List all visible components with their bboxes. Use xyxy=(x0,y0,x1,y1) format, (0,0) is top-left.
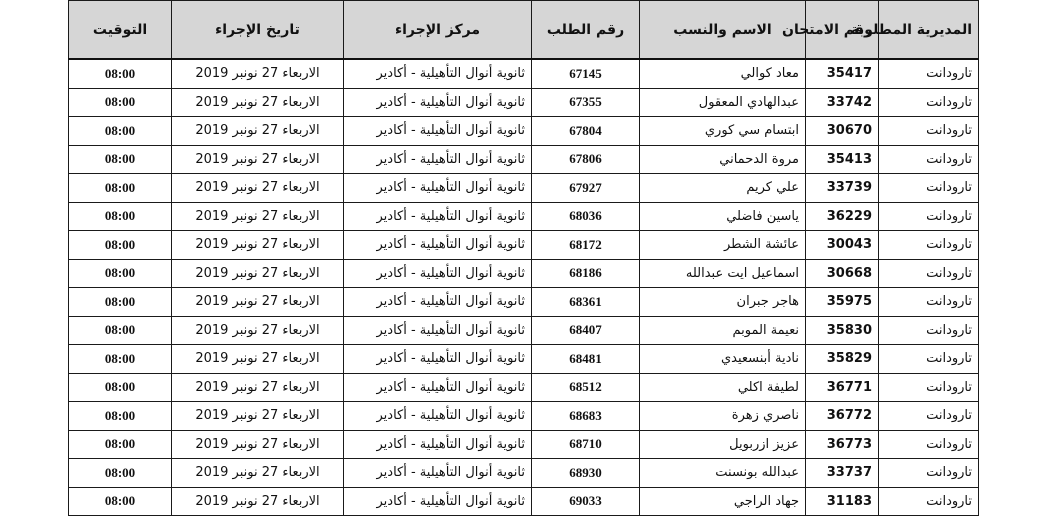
directorate-cell: تارودانت xyxy=(879,402,979,431)
name-cell: جهاد الراجي xyxy=(640,487,806,516)
center-cell: ثانوية أنوال التأهيلية - أكادير xyxy=(344,373,532,402)
date-cell: الاربعاء 27 نونبر 2019 xyxy=(172,373,344,402)
table-row xyxy=(69,459,979,488)
directorate-cell: تارودانت xyxy=(879,259,979,288)
table-row xyxy=(69,59,979,88)
header-name: الاسم والنسب xyxy=(640,1,806,60)
header-exam-number: رقم الامتحان xyxy=(806,1,879,60)
date-cell: الاربعاء 27 نونبر 2019 xyxy=(172,202,344,231)
candidates-table xyxy=(68,0,979,516)
directorate-cell: تارودانت xyxy=(879,202,979,231)
center-cell: ثانوية أنوال التأهيلية - أكادير xyxy=(344,487,532,516)
table-row xyxy=(69,88,979,117)
name-cell: عبدالله بونسنت xyxy=(640,459,806,488)
center-cell: ثانوية أنوال التأهيلية - أكادير xyxy=(344,259,532,288)
header-date: تاريخ الإجراء xyxy=(172,1,344,60)
exam-number-cell: 36773 xyxy=(806,430,879,459)
center-cell: ثانوية أنوال التأهيلية - أكادير xyxy=(344,174,532,203)
directorate-cell: تارودانت xyxy=(879,117,979,146)
date-cell: الاربعاء 27 نونبر 2019 xyxy=(172,430,344,459)
request-number-cell: 68683 xyxy=(532,402,640,431)
exam-number-cell: 36772 xyxy=(806,402,879,431)
time-cell: 08:00 xyxy=(69,402,172,431)
center-cell: ثانوية أنوال التأهيلية - أكادير xyxy=(344,316,532,345)
request-number-cell: 67806 xyxy=(532,145,640,174)
date-cell: الاربعاء 27 نونبر 2019 xyxy=(172,145,344,174)
date-cell: الاربعاء 27 نونبر 2019 xyxy=(172,88,344,117)
date-cell: الاربعاء 27 نونبر 2019 xyxy=(172,345,344,374)
time-cell: 08:00 xyxy=(69,202,172,231)
exam-number-cell: 35417 xyxy=(806,59,879,88)
request-number-cell: 68930 xyxy=(532,459,640,488)
table-row xyxy=(69,259,979,288)
date-cell: الاربعاء 27 نونبر 2019 xyxy=(172,288,344,317)
directorate-cell: تارودانت xyxy=(879,288,979,317)
directorate-cell: تارودانت xyxy=(879,59,979,88)
center-cell: ثانوية أنوال التأهيلية - أكادير xyxy=(344,402,532,431)
header-row xyxy=(69,1,979,60)
request-number-cell: 68481 xyxy=(532,345,640,374)
directorate-cell: تارودانت xyxy=(879,174,979,203)
table-header xyxy=(69,1,979,60)
center-cell: ثانوية أنوال التأهيلية - أكادير xyxy=(344,202,532,231)
center-cell: ثانوية أنوال التأهيلية - أكادير xyxy=(344,430,532,459)
time-cell: 08:00 xyxy=(69,117,172,146)
header-directorate: المديرية المطلوبة xyxy=(879,1,979,60)
time-cell: 08:00 xyxy=(69,316,172,345)
table-row xyxy=(69,402,979,431)
table-row xyxy=(69,316,979,345)
time-cell: 08:00 xyxy=(69,487,172,516)
name-cell: ياسين فاضلي xyxy=(640,202,806,231)
name-cell: عبدالهادي المعقول xyxy=(640,88,806,117)
name-cell: اسماعيل ايت عبدالله xyxy=(640,259,806,288)
request-number-cell: 67927 xyxy=(532,174,640,203)
directorate-cell: تارودانت xyxy=(879,231,979,260)
table-row xyxy=(69,145,979,174)
time-cell: 08:00 xyxy=(69,430,172,459)
directorate-cell: تارودانت xyxy=(879,88,979,117)
table-row xyxy=(69,430,979,459)
center-cell: ثانوية أنوال التأهيلية - أكادير xyxy=(344,345,532,374)
header-time: التوقيت xyxy=(69,1,172,60)
center-cell: ثانوية أنوال التأهيلية - أكادير xyxy=(344,231,532,260)
request-number-cell: 67355 xyxy=(532,88,640,117)
table-row xyxy=(69,288,979,317)
request-number-cell: 68512 xyxy=(532,373,640,402)
exam-number-cell: 35829 xyxy=(806,345,879,374)
request-number-cell: 69033 xyxy=(532,487,640,516)
table-row xyxy=(69,231,979,260)
table-row xyxy=(69,117,979,146)
date-cell: الاربعاء 27 نونبر 2019 xyxy=(172,59,344,88)
name-cell: معاد كوالي xyxy=(640,59,806,88)
table-row xyxy=(69,373,979,402)
time-cell: 08:00 xyxy=(69,174,172,203)
exam-number-cell: 33737 xyxy=(806,459,879,488)
date-cell: الاربعاء 27 نونبر 2019 xyxy=(172,117,344,146)
exam-number-cell: 30668 xyxy=(806,259,879,288)
table-row xyxy=(69,345,979,374)
name-cell: هاجر جبران xyxy=(640,288,806,317)
directorate-cell: تارودانت xyxy=(879,459,979,488)
time-cell: 08:00 xyxy=(69,231,172,260)
name-cell: ابتسام سي كوري xyxy=(640,117,806,146)
exam-number-cell: 31183 xyxy=(806,487,879,516)
exam-number-cell: 35413 xyxy=(806,145,879,174)
time-cell: 08:00 xyxy=(69,259,172,288)
time-cell: 08:00 xyxy=(69,59,172,88)
exam-number-cell: 35975 xyxy=(806,288,879,317)
table-row xyxy=(69,202,979,231)
request-number-cell: 68361 xyxy=(532,288,640,317)
time-cell: 08:00 xyxy=(69,88,172,117)
time-cell: 08:00 xyxy=(69,345,172,374)
center-cell: ثانوية أنوال التأهيلية - أكادير xyxy=(344,145,532,174)
header-request-number: رقم الطلب xyxy=(532,1,640,60)
exam-number-cell: 36771 xyxy=(806,373,879,402)
request-number-cell: 67804 xyxy=(532,117,640,146)
center-cell: ثانوية أنوال التأهيلية - أكادير xyxy=(344,59,532,88)
exam-number-cell: 35830 xyxy=(806,316,879,345)
request-number-cell: 67145 xyxy=(532,59,640,88)
request-number-cell: 68036 xyxy=(532,202,640,231)
directorate-cell: تارودانت xyxy=(879,316,979,345)
time-cell: 08:00 xyxy=(69,145,172,174)
directorate-cell: تارودانت xyxy=(879,145,979,174)
directorate-cell: تارودانت xyxy=(879,373,979,402)
time-cell: 08:00 xyxy=(69,373,172,402)
date-cell: الاربعاء 27 نونبر 2019 xyxy=(172,402,344,431)
date-cell: الاربعاء 27 نونبر 2019 xyxy=(172,487,344,516)
exam-number-cell: 33742 xyxy=(806,88,879,117)
request-number-cell: 68710 xyxy=(532,430,640,459)
name-cell: عزيز ازربويل xyxy=(640,430,806,459)
name-cell: علي كريم xyxy=(640,174,806,203)
center-cell: ثانوية أنوال التأهيلية - أكادير xyxy=(344,288,532,317)
table-row xyxy=(69,174,979,203)
request-number-cell: 68407 xyxy=(532,316,640,345)
exam-number-cell: 36229 xyxy=(806,202,879,231)
directorate-cell: تارودانت xyxy=(879,487,979,516)
time-cell: 08:00 xyxy=(69,288,172,317)
name-cell: عائشة الشطر xyxy=(640,231,806,260)
exam-number-cell: 30043 xyxy=(806,231,879,260)
name-cell: نعيمة الموبم xyxy=(640,316,806,345)
header-center: مركز الإجراء xyxy=(344,1,532,60)
date-cell: الاربعاء 27 نونبر 2019 xyxy=(172,316,344,345)
center-cell: ثانوية أنوال التأهيلية - أكادير xyxy=(344,88,532,117)
center-cell: ثانوية أنوال التأهيلية - أكادير xyxy=(344,459,532,488)
directorate-cell: تارودانت xyxy=(879,345,979,374)
request-number-cell: 68172 xyxy=(532,231,640,260)
request-number-cell: 68186 xyxy=(532,259,640,288)
name-cell: مروة الدحماني xyxy=(640,145,806,174)
name-cell: لطيفة اكلي xyxy=(640,373,806,402)
table-body xyxy=(69,59,979,516)
date-cell: الاربعاء 27 نونبر 2019 xyxy=(172,231,344,260)
date-cell: الاربعاء 27 نونبر 2019 xyxy=(172,259,344,288)
exam-number-cell: 30670 xyxy=(806,117,879,146)
table-row xyxy=(69,487,979,516)
name-cell: نادية أبنسعيدي xyxy=(640,345,806,374)
date-cell: الاربعاء 27 نونبر 2019 xyxy=(172,174,344,203)
name-cell: ناصري زهرة xyxy=(640,402,806,431)
exam-number-cell: 33739 xyxy=(806,174,879,203)
directorate-cell: تارودانت xyxy=(879,430,979,459)
date-cell: الاربعاء 27 نونبر 2019 xyxy=(172,459,344,488)
center-cell: ثانوية أنوال التأهيلية - أكادير xyxy=(344,117,532,146)
time-cell: 08:00 xyxy=(69,459,172,488)
